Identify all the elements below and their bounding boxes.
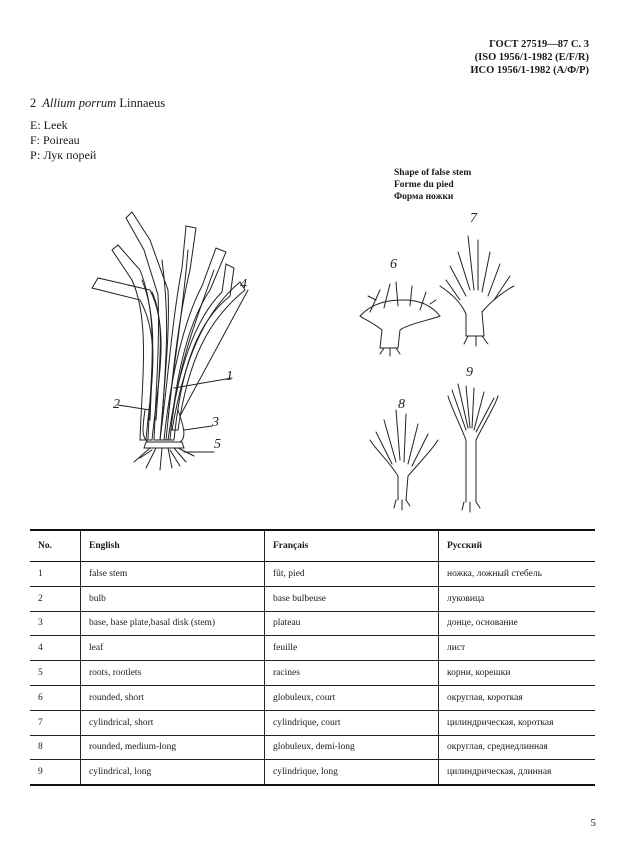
cell-russian: ножка, ложный стебель xyxy=(447,568,542,579)
label-6: 6 xyxy=(390,257,397,272)
name-english: E: Leek xyxy=(30,118,68,132)
cell-english: base, base plate,basal disk (stem) xyxy=(81,611,265,636)
shape-6-drawing xyxy=(360,282,440,356)
col-header-russian: Русский xyxy=(447,541,483,551)
table-row xyxy=(30,586,595,611)
cell-english: false stem xyxy=(81,562,265,587)
species-author: Linnaeus xyxy=(119,96,166,110)
shape-caption-ru: Форма ножки xyxy=(394,192,454,202)
cell-french: feuille xyxy=(265,636,439,661)
shape-caption-en: Shape of false stem xyxy=(394,168,472,178)
cell-english: cylindrical, long xyxy=(81,760,265,785)
cell-french: globuleux, demi-long xyxy=(265,735,439,760)
label-7: 7 xyxy=(470,211,477,226)
cell-french: plateau xyxy=(265,611,439,636)
iso-reference-ru: ИСО 1956/1-1982 (А/Ф/Р) xyxy=(470,65,589,76)
leek-main-drawing xyxy=(92,212,248,470)
table-row xyxy=(30,611,595,636)
cell-russian: лист xyxy=(447,643,466,654)
cell-french: base bulbeuse xyxy=(265,586,439,611)
cell-no: 7 xyxy=(30,710,81,735)
cell-russian: луковица xyxy=(447,593,485,604)
terms-table xyxy=(30,529,595,786)
col-header-no: No. xyxy=(30,530,81,562)
table-row xyxy=(30,562,595,587)
cell-english: rounded, medium-long xyxy=(81,735,265,760)
cell-english: cylindrical, short xyxy=(81,710,265,735)
iso-reference: (ISO 1956/1-1982 (E/F/R) xyxy=(474,52,589,63)
table-header-row xyxy=(30,530,595,562)
cell-english: rounded, short xyxy=(81,685,265,710)
cell-french: racines xyxy=(265,661,439,686)
cell-french: cylindrique, long xyxy=(265,760,439,785)
table-row xyxy=(30,760,595,785)
cell-russian: цилиндрическая, длинная xyxy=(447,767,552,778)
table-row xyxy=(30,661,595,686)
cell-no: 8 xyxy=(30,735,81,760)
label-2: 2 xyxy=(113,397,120,412)
cell-no: 2 xyxy=(30,586,81,611)
cell-english: roots, rootlets xyxy=(81,661,265,686)
table-row xyxy=(30,685,595,710)
cell-french: globuleux, court xyxy=(265,685,439,710)
shape-9-drawing xyxy=(448,384,498,512)
name-french: F: Poireau xyxy=(30,133,80,147)
cell-russian: донце, основание xyxy=(447,618,518,629)
cell-russian: корни, корешки xyxy=(447,668,511,679)
shape-7-drawing xyxy=(440,236,514,346)
label-3: 3 xyxy=(212,415,219,430)
col-header-french: Français xyxy=(265,530,439,562)
col-header-english: English xyxy=(81,530,265,562)
cell-no: 3 xyxy=(30,611,81,636)
label-9: 9 xyxy=(466,365,473,380)
shape-8-drawing xyxy=(370,410,438,510)
cell-no: 9 xyxy=(30,760,81,785)
cell-no: 5 xyxy=(30,661,81,686)
label-8: 8 xyxy=(398,397,405,412)
species-latin-name: Allium porrum xyxy=(42,96,117,110)
label-1: 1 xyxy=(226,369,233,384)
cell-english: bulb xyxy=(81,586,265,611)
species-number: 2 xyxy=(30,96,37,110)
cell-french: fût, pied xyxy=(265,562,439,587)
name-russian: Р: Лук порей xyxy=(30,148,97,162)
cell-no: 6 xyxy=(30,685,81,710)
cell-french: cylindrique, court xyxy=(265,710,439,735)
cell-russian: округлая, среднедлинная xyxy=(447,742,548,753)
page-number: 5 xyxy=(590,817,596,829)
label-4: 4 xyxy=(240,277,247,292)
label-5: 5 xyxy=(214,437,221,452)
cell-russian: цилиндрическая, короткая xyxy=(447,717,554,728)
table-row xyxy=(30,636,595,661)
cell-no: 1 xyxy=(30,562,81,587)
cell-english: leaf xyxy=(81,636,265,661)
table-row xyxy=(30,710,595,735)
table-row xyxy=(30,735,595,760)
cell-no: 4 xyxy=(30,636,81,661)
shape-caption-fr: Forme du pied xyxy=(394,180,454,190)
cell-russian: округлая, короткая xyxy=(447,692,523,703)
standard-number: ГОСТ 27519—87 С. 3 xyxy=(489,39,589,50)
